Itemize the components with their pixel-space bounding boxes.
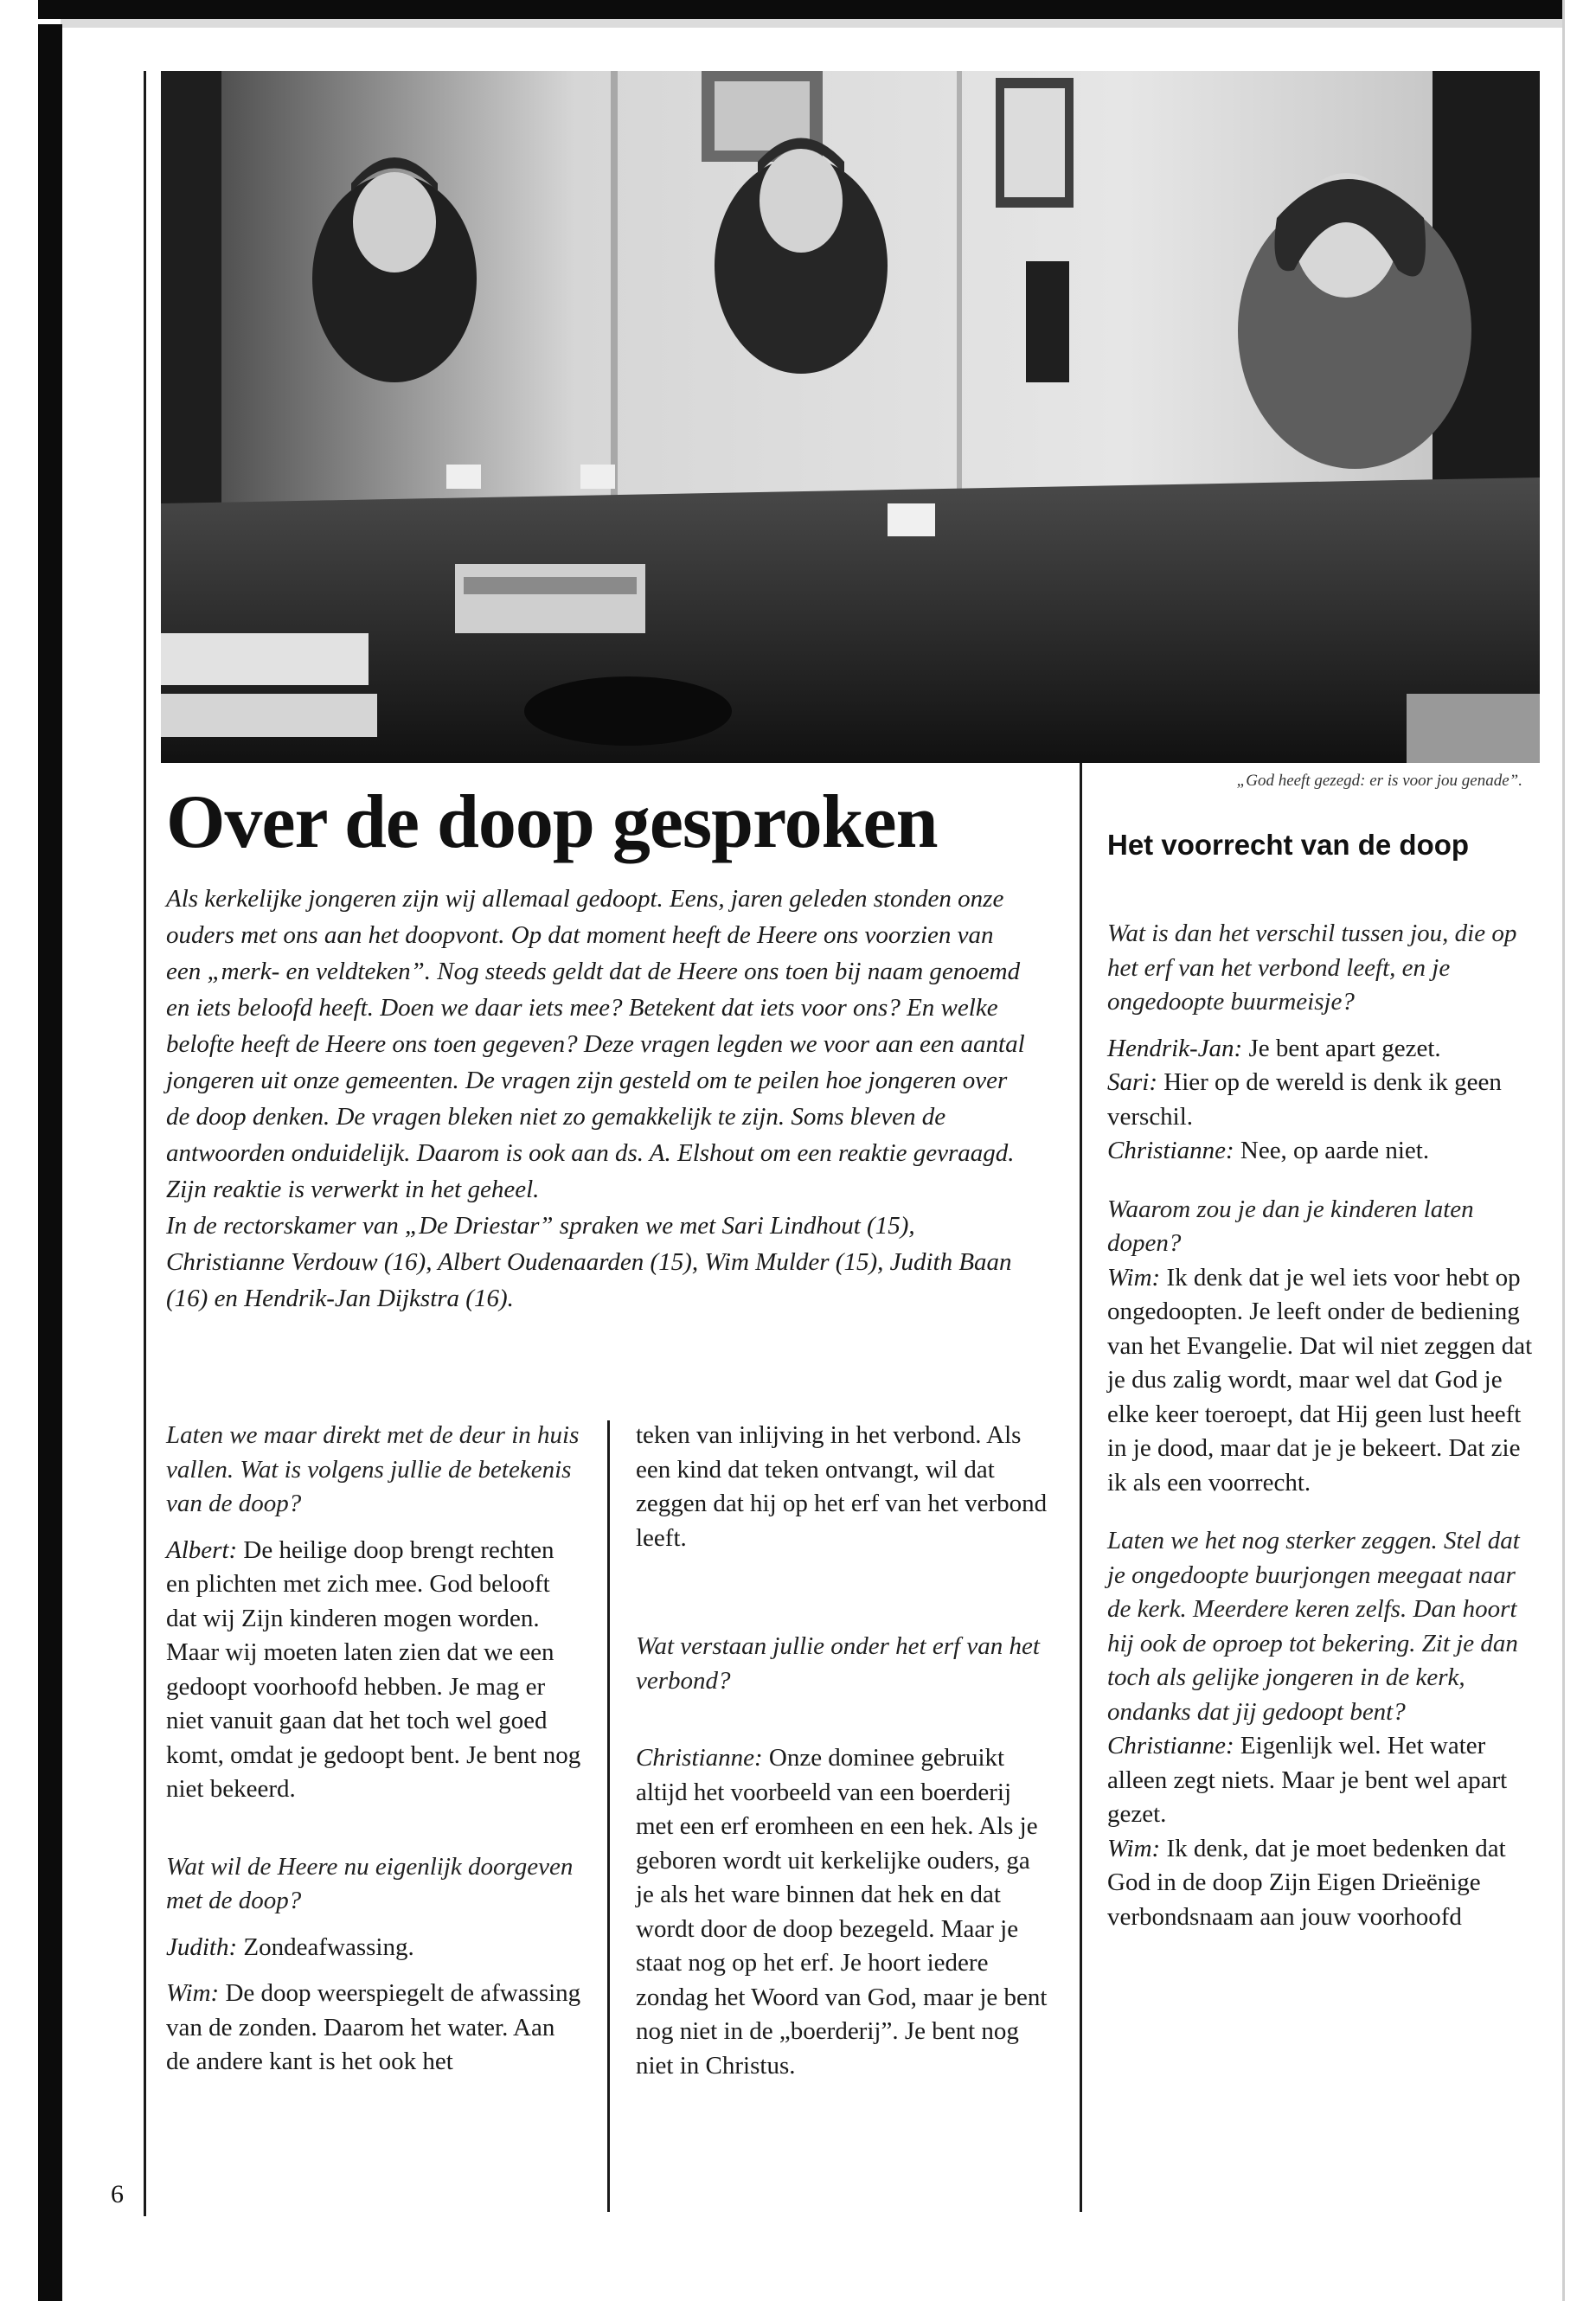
answer-text: Eigenlijk wel. Het water alleen zegt niets. Maar je bent wel apart gezet.	[1107, 1732, 1508, 1828]
interview-question: Waarom zou je dan je kinderen laten dopen?	[1107, 1195, 1474, 1257]
section-heading: Het voorrecht van de doop	[1107, 829, 1470, 861]
left-margin-rule	[144, 71, 146, 2216]
article-title: Over de doop gesproken	[166, 780, 938, 864]
answer-text: Zondeafwassing.	[237, 1932, 414, 1961]
article-intro	[166, 881, 1031, 1317]
page-top-border-shade	[61, 19, 1565, 28]
speaker-name: Judith:	[166, 1932, 238, 1961]
interview-question: Laten we het nog sterker zeggen. Stel dat je ongedoopte buurjongen meegaat naar de kerk. Meerdere keren zelfs. Dan hoort hij ook de oproep tot bekering. Zit je dan toch als gelijke jongeren in de kerk, ondanks dat jij gedoopt bent?	[1107, 1527, 1520, 1726]
column-divider	[1080, 763, 1082, 2212]
speaker-name: Christianne:	[1107, 1732, 1234, 1759]
answer-text: Hier op de wereld is denk ik geen verschil.	[1107, 1068, 1502, 1131]
photo-illustration	[161, 71, 1540, 763]
interview-question: Wat is dan het verschil tussen jou, die op het erf van het verbond leeft, en je ongedoopte buurmeisje?	[1107, 920, 1517, 1016]
interview-answer	[1107, 1729, 1535, 1832]
answer-text: De doop weerspiegelt de afwassing van de zonden. Daarom het water. Aan de andere kant is het ook het	[166, 1979, 581, 2075]
interview-question: Wat verstaan jullie onder het erf van het verbond?	[636, 1632, 1040, 1695]
speaker-name: Christianne:	[1107, 1137, 1234, 1164]
interview-answer	[166, 1931, 581, 1965]
interview-question: Wat wil de Heere nu eigenlijk doorgeven met de doop?	[166, 1852, 574, 1914]
column-divider	[607, 1420, 610, 2212]
group-photo	[161, 71, 1540, 763]
interview-question: Laten we maar direkt met de deur in huis vallen. Wat is volgens jullie de betekenis van de doop?	[166, 1421, 580, 1517]
page-top-border	[38, 0, 1565, 19]
text-column-2	[636, 1419, 1051, 2095]
answer-text: Ik denk dat je wel iets voor hebt op ongedoopten. Je leeft onder de bediening van het Evangelie. Dat wil niet zeggen dat je dus zalig wordt, maar wel dat God je elke keer toeroept, dat Hij geen lust heeft in je dood, maar dat je je bekeert. Dat zie ik als een voorrecht.	[1107, 1263, 1533, 1497]
interview-answer	[1107, 1134, 1535, 1169]
photo-caption: „God heeft gezegd: er is voor jou genade”.	[1236, 772, 1522, 790]
page-number: 6	[111, 2180, 124, 2208]
answer-text: Onze dominee gebruikt altijd het voorbeeld van een boerderij met een erf eromheen en een hek. Als je geboren wordt uit kerkelijke ouders, ga je als het ware binnen dat hek en dat wordt door de doop bezegeld. Maar je staat nog op het erf. Je hoort iedere zondag het Woord van God, maar je bent nog niet in de „boerderij”. Je bent nog niet in Christus.	[636, 1744, 1048, 2080]
intro-participants: In de rectorskamer van „De Driestar” spraken we met Sari Lindhout (15), Christianne Verdouw (16), Albert Oudenaarden (15), Wim Mulder (15), Judith Baan (16) en Hendrik-Jan Dijkstra (16).	[166, 1212, 1012, 1312]
speaker-name: Wim:	[1107, 1263, 1161, 1292]
page-left-border	[38, 24, 62, 2301]
speaker-name: Albert:	[166, 1535, 238, 1564]
speaker-name: Wim:	[166, 1979, 220, 2007]
interview-answer	[166, 1534, 581, 1807]
text-column-3	[1107, 917, 1535, 1946]
interview-answer	[1107, 1261, 1535, 1501]
speaker-name: Christianne:	[636, 1744, 763, 1772]
speaker-name: Hendrik-Jan:	[1107, 1034, 1243, 1062]
page-right-edge	[1562, 0, 1565, 2301]
interview-answer	[1107, 1032, 1535, 1067]
answer-text: Je bent apart gezet.	[1242, 1034, 1441, 1062]
interview-answer	[166, 1977, 581, 2080]
speaker-name: Wim:	[1107, 1834, 1161, 1862]
interview-answer	[1107, 1832, 1535, 1935]
interview-answer	[636, 1741, 1051, 2083]
answer-text: De heilige doop brengt rechten en plichten met zich mee. God belooft dat wij Zijn kinderen mogen worden. Maar wij moeten laten zien dat we een gedoopt voorhoofd hebben. Je mag er niet vanuit gaan dat het toch wel goed komt, omdat je gedoopt bent. Je bent nog niet bekeerd.	[166, 1535, 581, 1803]
interview-answer	[1107, 1066, 1535, 1134]
answer-text: Nee, op aarde niet.	[1234, 1137, 1430, 1164]
speaker-name: Sari:	[1107, 1068, 1157, 1096]
intro-paragraph: Als kerkelijke jongeren zijn wij allemaal gedoopt. Eens, jaren geleden stonden onze ouders met ons aan het doopvont. Op dat moment heeft de Heere ons voorzien van een „merk- en veldteken”. Nog steeds geldt dat de Heere ons toen bij naam genoemd en iets beloofd heeft. Doen we daar iets mee? Betekent dat iets voor ons? En welke belofte heeft de Heere ons toen gegeven? Deze vragen legden we voor aan een aantal jongeren uit onze gemeenten. De vragen zijn gesteld om te peilen hoe jongeren over de doop denken. De vragen bleken niet zo gemakkelijk te zijn. Soms bleven de antwoorden onduidelijk. Daarom is ook aan ds. A. Elshout om een reaktie gevraagd. Zijn reaktie is verwerkt in het geheel.	[166, 885, 1025, 1203]
answer-text: Ik denk, dat je moet bedenken dat God in de doop Zijn Eigen Drieënige verbondsnaam aan jouw voorhoofd	[1107, 1834, 1506, 1931]
answer-continuation: teken van inlijving in het verbond. Als een kind dat teken ontvangt, wil dat zeggen dat hij op het erf van het verbond leeft.	[636, 1421, 1048, 1552]
text-column-1	[166, 1419, 581, 2092]
